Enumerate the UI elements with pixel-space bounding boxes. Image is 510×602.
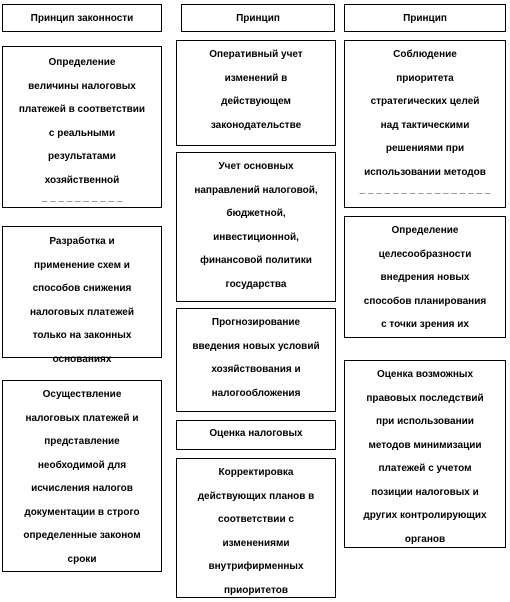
col2-box-4 xyxy=(176,420,336,450)
col1-box-3-line-1: Осуществление xyxy=(42,389,122,400)
col3-box-2-line-5: с точки зрения их xyxy=(381,319,469,330)
col3-box-2-line-3: внедрения новых xyxy=(380,272,470,283)
col3-box-3-line-3: при использовании xyxy=(376,416,474,427)
col1-box-2-line-1: Разработка и xyxy=(49,236,115,247)
col2-box-1 xyxy=(176,40,336,146)
col2-box-5 xyxy=(176,458,336,598)
col2-box-2-line-4: инвестиционной, xyxy=(213,231,299,243)
col3-box-2-line-1: Определение xyxy=(391,225,459,236)
col3-box-2-line-4: способов планирования xyxy=(363,295,487,307)
col2-box-2-line-1: Учет основных xyxy=(218,161,294,172)
col3-box-1-line-7: _ _ _ _ _ _ _ _ _ _ _ _ _ _ _ _ xyxy=(359,184,491,195)
col2-box-5-line-4: изменениями xyxy=(222,537,290,549)
col2-box-2-line-5: финансовой политики xyxy=(200,255,312,266)
col1-box-1-line-6: хозяйственной xyxy=(44,174,120,186)
col2-box-2-line-6: государства xyxy=(225,278,287,290)
col3-box-3-line-2: правовых последствий xyxy=(366,392,484,404)
col1-box-3-line-8: сроки xyxy=(67,553,97,565)
col1-header-text: Принцип законности xyxy=(30,13,134,24)
col2-box-2 xyxy=(176,152,336,302)
col3-header xyxy=(344,4,506,32)
col3-box-3-line-7: других контролирующих xyxy=(363,510,487,521)
col2-box-3-line-3: хозяйствования и xyxy=(211,364,301,375)
col1-box-3-line-2: налоговых платежей и xyxy=(25,412,139,424)
col2-box-5-line-5: внутрифирменных xyxy=(208,561,304,572)
col3-box-1-line-2: приоритета xyxy=(396,72,454,84)
col1-box-2-line-2: применение схем и xyxy=(34,259,130,271)
col1-box-3-line-3: представление xyxy=(44,436,120,447)
col2-box-1-line-1: Оперативный учет xyxy=(209,49,303,60)
col2-box-2-line-2: направлений налоговой, xyxy=(194,184,318,196)
col3-box-1-line-6: использовании методов xyxy=(364,166,486,178)
col3-box-1-line-3: стратегических целей xyxy=(370,96,480,107)
col1-box-3-line-7: определенные законом xyxy=(23,530,141,541)
col2-box-1-line-4: законодательстве xyxy=(210,119,302,131)
col2-box-1-line-3: действующем xyxy=(221,96,291,107)
col2-box-5-line-3: соответствии с xyxy=(218,514,294,525)
col3-box-1-line-5: решениями при xyxy=(385,143,465,154)
col1-box-1-line-1: Определение xyxy=(48,57,116,68)
col3-box-1 xyxy=(344,40,506,208)
col2-header xyxy=(181,4,335,32)
col1-header xyxy=(2,4,162,32)
col2-box-5-line-6: приоритетов xyxy=(223,584,288,596)
col1-box-2-line-6: основаниях xyxy=(52,353,112,365)
col2-box-3-line-2: введения новых условий xyxy=(192,340,320,352)
col2-box-4-line-1: Оценка налоговых xyxy=(209,428,303,439)
col1-box-2 xyxy=(2,226,162,365)
col2-box-3-line-4: налогообложения xyxy=(211,387,301,399)
col3-box-3 xyxy=(344,360,506,548)
col2-box-3-line-1: Прогнозирование xyxy=(211,317,301,328)
col3-box-3-line-6: позиции налоговых и xyxy=(371,486,479,498)
col1-box-1-line-7: _ _ _ _ _ _ _ _ _ _ xyxy=(41,192,123,203)
col3-box-3-line-4: методов минимизации xyxy=(368,439,482,451)
col1-box-1-line-5: результатами xyxy=(48,151,116,162)
col3-box-3-line-1: Оценка возможных xyxy=(376,369,474,380)
col2-box-3 xyxy=(176,308,336,412)
col1-box-1-line-2: величины налоговых xyxy=(28,80,136,92)
col1-box-1 xyxy=(2,46,162,208)
col3-header-text: Принцип xyxy=(403,13,447,24)
col2-box-5-line-2: действующих планов в xyxy=(197,490,315,502)
col2-box-5-line-1: Корректировка xyxy=(218,467,294,478)
col1-box-3-line-5: исчисления налогов xyxy=(31,483,133,494)
col3-box-2-line-2: целесообразности xyxy=(378,248,472,260)
col1-box-2-line-3: способов снижения xyxy=(32,283,132,294)
col3-box-3-line-5: платежей с учетом xyxy=(378,463,472,474)
col1-box-2-line-5: только на законных xyxy=(32,330,132,341)
col2-header-text: Принцип xyxy=(236,13,280,24)
col1-box-3-line-6: документации в строго xyxy=(24,506,140,518)
col1-box-1-line-4: с реальными xyxy=(48,127,116,139)
col2-box-1-line-2: изменений в xyxy=(224,72,288,84)
col3-box-1-line-1: Соблюдение xyxy=(393,49,457,60)
col1-box-1-line-3: платежей в соответствии xyxy=(18,104,146,115)
col3-box-3-line-8: органов xyxy=(404,533,446,545)
col1-box-3-line-4: необходимой для xyxy=(37,459,127,471)
col1-box-2-line-4: налоговых платежей xyxy=(29,306,135,318)
col3-box-2 xyxy=(344,216,506,338)
col2-box-2-line-3: бюджетной, xyxy=(226,208,286,219)
col1-box-3 xyxy=(2,380,162,572)
col3-box-1-line-4: над тактическими xyxy=(380,119,470,131)
